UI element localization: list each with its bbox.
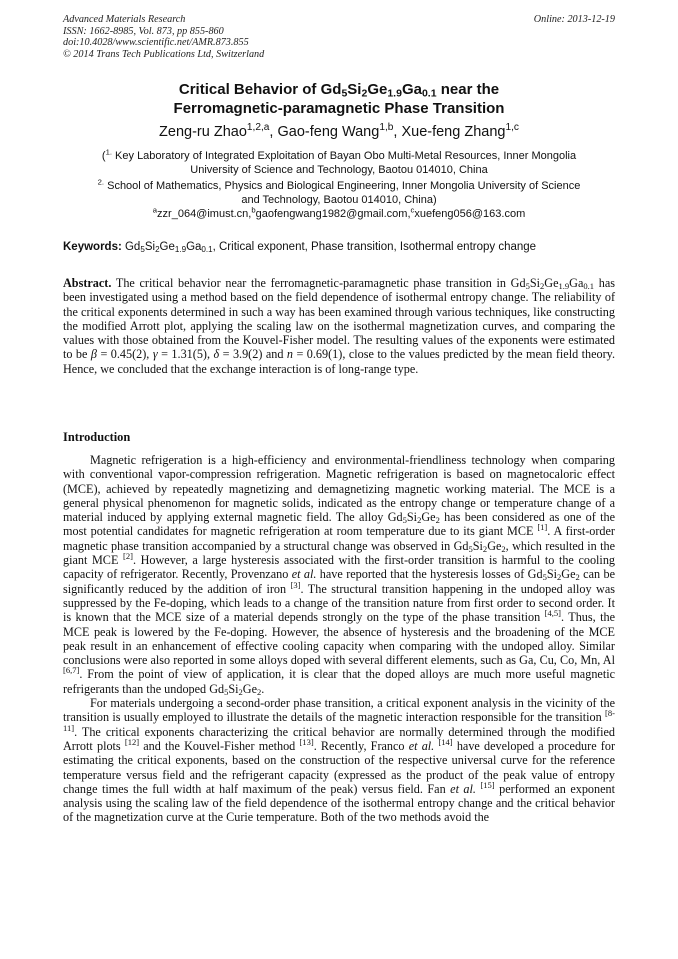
keywords: Keywords: $Gd_5Si_2Ge_{1.9}Ga_{0.1}$, Critical exponent, Phase transition, Isothermal entropy change [63, 241, 537, 254]
paragraph-2: For materials undergoing a second-order phase transition, a critical exponent analysis in the vicinity of the transition is usually employed to illustrate the details of the magnetic interaction responsible for the transition [8-11]. The critical exponents characterizing the critical behavior are normally determined through the modified Arrott plots [12] and the Kouvel-Fisher method [13]. Recently, Franco et al. [14] have developed a procedure for estimating the critical exponents, based on the construction of the respective universal curve for the reference temperature versus field and the refrigerant capacity (expressed as the product of the peak value of entropy change times the full width at half maximum of the peak) versus field. Fan et al. [15] performed an exponent analysis using the scaling law of the field dependence of the isothermal entropy change and the critical behavior of the magnetization curve at the Curie temperature. Both of the two methods avoid the [63, 696, 615, 825]
citation[interactable]: [15] [480, 779, 495, 790]
author-list: Zeng-ru Zhao$^{1,2,a}$, Gao-feng Wang$^{1,b}$, Xue-feng Zhang$^{1,c}$ [159, 121, 519, 140]
online-date: Online: 2013-12-19 [533, 14, 615, 25]
email-a[interactable]: zzr_064@imust.cn, [157, 208, 252, 220]
issn-line: ISSN: 1662-8985, Vol. 873, pp 855-860 [63, 25, 224, 37]
paper-title: Critical Behavior of $Gd_5Si_2Ge_{1.9}Ga_{0.1}$ near the Ferromagnetic-paramagnetic Phase Transition [173, 81, 505, 117]
email-b[interactable]: gaofengwang1982@gmail.com, [255, 208, 411, 220]
author-emails: $^a$zzr_064@imust.cn,$^b$gaofengwang1982@gmail.com,$^c$xuefeng056@163.com [152, 205, 526, 220]
keywords-label: Keywords: [63, 241, 122, 253]
citation[interactable]: [12] [124, 736, 140, 747]
doi-line: doi:10.4028/www.scientific.net/AMR.873.855 [63, 37, 249, 49]
citation[interactable]: [1] [537, 522, 548, 533]
abstract: Abstract. The critical behavior near the ferromagnetic-paramagnetic phase transition in $Gd_5Si_2Ge_{1.9}Ga_{0.1}$ has been investigated using a method based on the field dependence of isothermal entropy change. The reliability of the critical exponents determined in such a way has been examined through various techniques, like constructing the modified Arrott plot, applying the scaling law on the isothermal magnetization curves, and comparing the values with those obtained from the Kouvel-Fisher model. The resulting values of the exponents were estimated to be β = 0.45(2), γ = 1.31(5), δ = 3.9(2) and n = 0.69(1), close to the values predicted by the mean field theory. Hence, we concluded that the exchange interaction is of long-range type. [63, 276, 616, 376]
copyright-line: © 2014 Trans Tech Publications Ltd, Switzerland [63, 48, 265, 60]
section-heading-introduction: Introduction [63, 430, 131, 444]
author-1: Zeng-ru Zhao [159, 124, 247, 140]
affiliation-2: $^{2.}$ School of Mathematics, Physics and Biological Engineering, Inner Mongolia University of Science and Technology, Baotou 014010, China) [97, 177, 581, 206]
citation[interactable]: [6,7] [63, 665, 80, 676]
journal-name: Advanced Materials Research [63, 14, 186, 25]
citation[interactable]: [14] [438, 736, 453, 747]
paragraph-1: Magnetic refrigeration is a high-efficiency and environmental-friendliness technology when comparing with conventional vapor-compression refrigeration. Magnetic refrigeration is based on magnetocaloric effect (MCE), achieved by repeatedly magnetizing and demagnetizing magnetic working material. The MCE is a general physical phenomenon for magnetic solids, indicated as the entropy change or temperature change of a material induced by applying external magnetic field. The alloy $Gd_5Si_2Ge_2$ has been considered as one of the most potential candidates for magnetic refrigeration at room temperature due to its giant MCE [1]. A first-order magnetic phase transition accompanied by a structural change was observed in $Gd_5Si_2Ge_2$, which resulted in the giant MCE [2]. However, a large hysteresis associated with the first-order transition is harmful to the cooling capacity of refrigerator. Recently, Provenzano et al. have reported that the hysteresis losses of $Gd_5Si_2Ge_2$ can be significantly reduced by the addition of iron [3]. The structural transition happening in the undoped alloy was suppressed by the Fe-doping, which leads to a change of the transition nature from first order to second order. It is known that the MCE size of a material depends strongly on the type of the phase transition [4,5]. Thus, the MCE peak is lowered by the Fe-doping. However, the absence of hysteresis and the broadening of the MCE peak result in an enhancement of effective cooling capacity when comparing with the undoped alloy. Similar conclusions were also reported in some alloys doped with several different elements, such as Ga, Cu, Co, Mn, Al [6,7]. From the point of view of application, it is clear that the doped alloys are much more useful magnetic refrigerants than the undoped $Gd_5Si_2Ge_2$. [63, 453, 616, 697]
affiliation-1: ($^{1.}$ Key Laboratory of Integrated Exploitation of Bayan Obo Multi-Metal Resources, Inner Mongolia University of Science and Technology, Baotou 014010, China [101, 147, 577, 176]
journal-header [63, 14, 264, 60]
citation[interactable]: [13] [299, 736, 314, 747]
citation[interactable]: [4,5] [544, 608, 562, 619]
abstract-label: Abstract. [63, 276, 112, 290]
citation[interactable]: [8-11] [63, 708, 615, 733]
author-3: Xue-feng Zhang [401, 124, 506, 140]
citation[interactable]: [2] [123, 550, 133, 561]
introduction-body [63, 453, 615, 825]
author-2: Gao-feng Wang [277, 124, 380, 140]
email-c[interactable]: xuefeng056@163.com [414, 208, 526, 220]
citation[interactable]: [3] [290, 579, 301, 590]
